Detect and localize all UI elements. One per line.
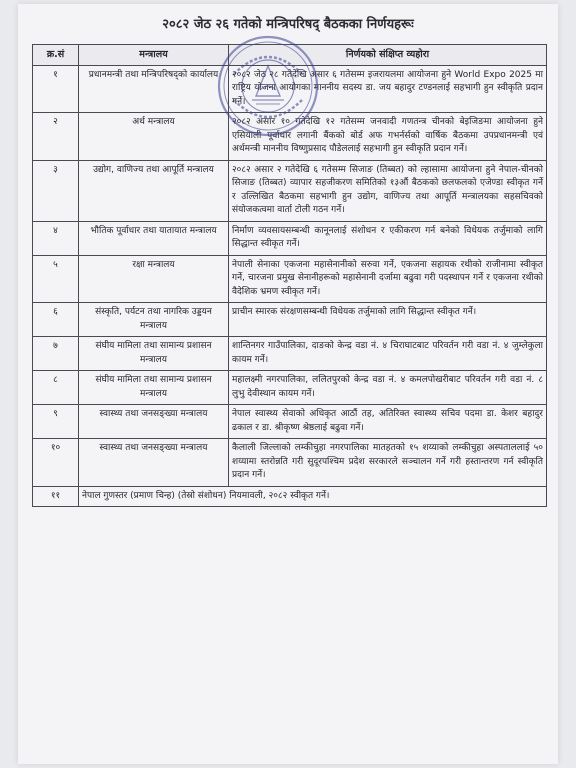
row-decision: नेपाली सेनाका एकजना महासेनानीको सरुवा गर्ने, एकजना सहायक रथीको राजीनामा स्वीकृत गर्ने, चारजना प्रमुख सेनानीहरूको महासेनानी दर्जामा बढुवा गरी पदस्थापन गर्ने र एकजना रथीको वैदेशिक भ्रमण स्वीकृत गर्ने। xyxy=(229,255,547,303)
row-serial: २ xyxy=(33,113,79,161)
table-row xyxy=(33,337,547,371)
table-row xyxy=(33,113,547,161)
row-decision: प्राचीन स्मारक संरक्षणसम्बन्धी विधेयक तर्जुमाको लागि सिद्धान्त स्वीकृत गर्ने। xyxy=(229,303,547,337)
row-serial: ७ xyxy=(33,337,79,371)
table-row-merged xyxy=(33,486,547,507)
document-page xyxy=(18,4,558,764)
table-row xyxy=(33,371,547,405)
table-row xyxy=(33,255,547,303)
header-serial: क्र.सं xyxy=(33,45,79,66)
row-decision: निर्माण व्यवसायसम्बन्धी कानूनलाई संशोधन र एकीकरण गर्न बनेको विधेयक तर्जुमाको लागि सिद्धान्त स्वीकृत गर्ने। xyxy=(229,221,547,255)
table-header-row xyxy=(33,45,547,66)
row-ministry: अर्थ मन्त्रालय xyxy=(79,113,229,161)
row-decision: २०८२ जेठ २८ गतेदेखि असार ६ गतेसम्म इजरायलमा आयोजना हुने World Expo 2025 मा राष्ट्रिय योजना आयोगका माननीय सदस्य डा. जय बहादुर टण्डनलाई सहभागी हुन स्वीकृति प्रदान गर्ने। xyxy=(229,65,547,113)
row-serial: ५ xyxy=(33,255,79,303)
row-decision: २०८२ असार १० गतेदेखि १२ गतेसम्म जनवादी गणतन्त्र चीनको बेइजिङमा आयोजना हुने एसियाली पूर्वाधार लगानी बैंकको बोर्ड अफ गभर्नर्सको वार्षिक बैठकमा उपप्रधानमन्त्री एवं अर्थमन्त्री माननीय विष्णुप्रसाद पौडेललाई सहभागी हुन स्वीकृति प्रदान गर्ने। xyxy=(229,113,547,161)
row-decision: २०८२ असार २ गतेदेखि ६ गतेसम्म सिजाङ (तिब्बत) को ल्हासामा आयोजना हुने नेपाल-चीनको सिजाङ (तिब्बत) व्यापार सहजीकरण समितिको १३औं बैठकको छलफलको एजेण्डा स्वीकृत गर्ने र उल्लिखित बैठकमा सहभागी हुन उद्योग, वाणिज्य तथा आपूर्ति मन्त्रालयका सहसचिवको संयोजकत्वमा वार्ता टोली गठन गर्ने। xyxy=(229,160,547,221)
table-row xyxy=(33,303,547,337)
row-ministry: संघीय मामिला तथा सामान्य प्रशासन मन्त्रालय xyxy=(79,337,229,371)
table-row xyxy=(33,221,547,255)
row-serial: १० xyxy=(33,439,79,487)
row-serial: १ xyxy=(33,65,79,113)
row-decision: महालक्ष्मी नगरपालिका, ललितपुरको केन्द्र वडा नं. ४ कमलपोखरीबाट परिवर्तन गरी वडा नं. ८ लुभु देवीस्थान कायम गर्ने। xyxy=(229,371,547,405)
row-ministry: स्वास्थ्य तथा जनसङ्ख्या मन्त्रालय xyxy=(79,405,229,439)
row-ministry: प्रधानमन्त्री तथा मन्त्रिपरिषद्को कार्यालय xyxy=(79,65,229,113)
row-decision: कैलाली जिल्लाको लम्कीचुहा नगरपालिका मातहतको १५ शय्याको लम्कीचुहा अस्पताललाई ५० शय्यामा स्तरोन्नति गरी सुदूरपश्चिम प्रदेश सरकारले सञ्चालन गर्ने गरी हस्तान्तरण गर्न स्वीकृति प्रदान गर्ने। xyxy=(229,439,547,487)
table-row xyxy=(33,439,547,487)
document-title: २०८२ जेठ २६ गतेको मन्त्रिपरिषद् बैठकका निर्णयहरूः xyxy=(162,17,414,32)
row-decision: शान्तिनगर गाउँपालिका, दाङको केन्द्र वडा नं. ४ चिराघाटबाट परिवर्तन गरी वडा नं. ४ जुम्लेकुला कायम गर्ने। xyxy=(229,337,547,371)
row-serial: ६ xyxy=(33,303,79,337)
header-decision: निर्णयको संक्षिप्त व्यहोरा xyxy=(229,45,547,66)
row-ministry: स्वास्थ्य तथा जनसङ्ख्या मन्त्रालय xyxy=(79,439,229,487)
header-ministry: मन्त्रालय xyxy=(79,45,229,66)
row-ministry: रक्षा मन्त्रालय xyxy=(79,255,229,303)
row-ministry: भौतिक पूर्वाधार तथा यातायात मन्त्रालय xyxy=(79,221,229,255)
row-ministry: संस्कृति, पर्यटन तथा नागरिक उड्डयन मन्त्रालय xyxy=(79,303,229,337)
table-row xyxy=(33,65,547,113)
row-serial: ११ xyxy=(33,486,79,507)
table-row xyxy=(33,405,547,439)
row-decision: नेपाल स्वास्थ्य सेवाको अधिकृत आठौं तह, अतिरिक्त स्वास्थ्य सचिव पदमा डा. केशर बहादुर ढकाल र डा. श्रीकृष्ण श्रेष्ठलाई बढुवा गर्ने। xyxy=(229,405,547,439)
row-serial: ४ xyxy=(33,221,79,255)
row-decision-merged: नेपाल गुणस्तर (प्रमाण चिन्ह) (तेस्रो संशोधन) नियमावली, २०८२ स्वीकृत गर्ने। xyxy=(79,486,547,507)
row-serial: ९ xyxy=(33,405,79,439)
row-ministry: उद्योग, वाणिज्य तथा आपूर्ति मन्त्रालय xyxy=(79,160,229,221)
table-row xyxy=(33,160,547,221)
row-serial: ३ xyxy=(33,160,79,221)
row-ministry: संघीय मामिला तथा सामान्य प्रशासन मन्त्रालय xyxy=(79,371,229,405)
decisions-table xyxy=(32,44,547,507)
row-serial: ८ xyxy=(33,371,79,405)
